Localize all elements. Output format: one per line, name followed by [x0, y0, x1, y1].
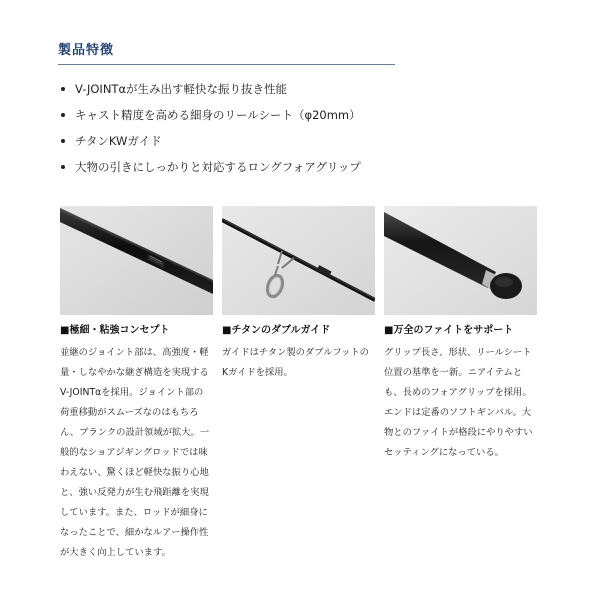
rod-joint-photo [60, 206, 213, 315]
column-heading: ■万全のファイトをサポート [384, 325, 514, 336]
titanium-guide-image [222, 206, 375, 315]
rod-grip-image [384, 206, 537, 315]
feature-item [60, 131, 361, 157]
feature-item [60, 79, 361, 105]
rod-joint-image [60, 206, 213, 315]
bullet-icon [61, 113, 65, 117]
feature-text: 大物の引きにしっかりと対応するロングフォアグリップ [75, 160, 361, 174]
feature-column-guide [222, 206, 375, 383]
column-text: 並継のジョイント部は、高強度・軽量・しなやかな継ぎ構造を実現するV-JOINTαを採用。ジョイント部の荷重移動がスムーズなのはもちろん、ブランクの設計領域が拡大。一般的なショアジギングロッドでは味わえない、驚くほど軽快な振り心地と、強い反発力が生む飛距離を実現しています。また、ロッドが細身になったことで、細かなルアー操作性が大きく向上しています。 [60, 347, 210, 558]
feature-list [60, 79, 361, 183]
feature-text: キャスト精度を高める細身のリールシート（φ20mm） [75, 108, 361, 122]
column-text: ガイドはチタン製のダブルフットのKガイドを採用。 [222, 347, 369, 378]
titanium-guide-photo [222, 206, 375, 315]
title-divider [58, 64, 395, 65]
feature-item [60, 105, 361, 131]
feature-column-grip [384, 206, 537, 463]
feature-column-joint [60, 206, 213, 563]
column-heading: ■チタンのダブルガイド [222, 325, 331, 336]
bullet-icon [61, 139, 65, 143]
column-text: グリップ長さ、形状、リールシート位置の基準を一新。ニアイテムとも、長めのフォアグリップを採用。エンドは定番のソフトギンバル。大物とのファイトが格段にやりやすいセッティングになっている。 [384, 347, 533, 458]
rod-grip-photo [384, 206, 537, 315]
column-heading: ■極細・粘強コンセプト [60, 325, 170, 336]
section-title: 製品特徴 [58, 43, 115, 58]
bullet-icon [61, 87, 65, 91]
feature-item [60, 157, 361, 183]
feature-text: V-JOINTαが生み出す軽快な振り抜き性能 [75, 82, 288, 96]
bullet-icon [61, 165, 65, 169]
feature-text: チタンKWガイド [75, 134, 162, 148]
